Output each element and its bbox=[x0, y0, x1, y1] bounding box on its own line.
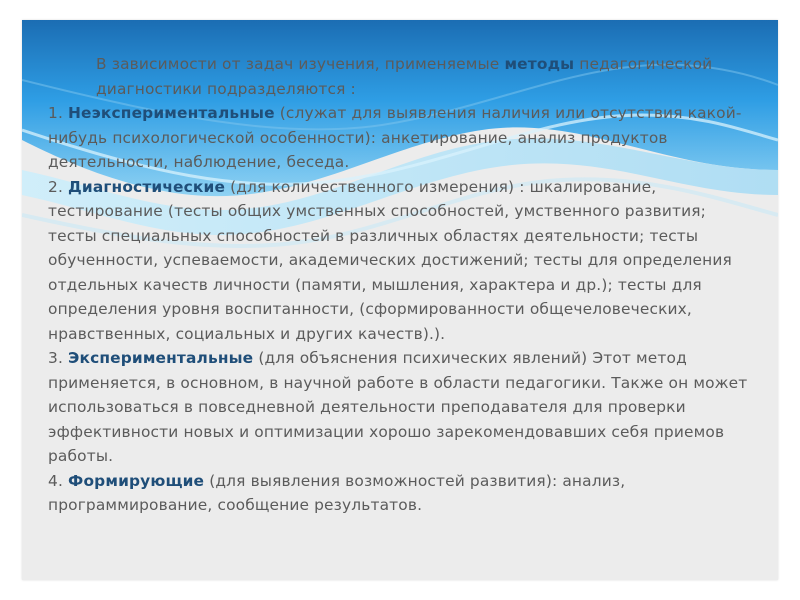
method-description: (для объяснения психических явлений) Этот метод применяется, в основном, в научной работе в области педагогики. Также он может использоваться в повседневной деятельности преподавателя для проверки эффективности новых и оптимизации хорошо зарекомендовавших себя приемов работы. bbox=[48, 349, 748, 465]
intro-paragraph bbox=[48, 52, 754, 101]
method-description: (для количественного измерения) : шкалирование, тестирование (тесты общих умственных способностей, умственного развития; тесты специальных способностей в различных областях деятельности; тесты обученности, успеваемости, академических достижений; тесты для определения отдельных качеств личности (памяти, мышления, характера и др.); тесты для определения уровня воспитанности, (сформированности общечеловеческих, нравственных, социальных и других качеств).). bbox=[48, 177, 732, 343]
method-term: Неэкспериментальные bbox=[68, 104, 275, 122]
method-item-4 bbox=[48, 469, 754, 518]
method-term: Формирующие bbox=[68, 471, 205, 490]
item-number: 3. bbox=[48, 349, 69, 367]
method-description: (служат для выявления наличия или отсутствия какой-нибудь психологической особенности): анкетирование, анализ продуктов деятельности, наблюдение, беседа. bbox=[48, 104, 742, 171]
item-number: 4. bbox=[48, 471, 69, 490]
method-item-2 bbox=[48, 175, 754, 347]
slide bbox=[22, 20, 778, 580]
intro-text: В зависимости от задач изучения, применяемые bbox=[96, 55, 505, 73]
method-term: Экспериментальные bbox=[68, 349, 254, 367]
item-number: 2. bbox=[48, 177, 69, 196]
method-item-1 bbox=[48, 101, 754, 175]
method-item-3 bbox=[48, 346, 754, 469]
intro-text-end: педагогической диагностики подразделяются : bbox=[96, 55, 713, 98]
method-term: Диагностические bbox=[68, 177, 226, 196]
item-number: 1. bbox=[48, 104, 69, 122]
methods-text bbox=[48, 52, 754, 518]
method-description: (для выявления возможностей развития): анализ, программирование, сообщение результатов. bbox=[48, 471, 626, 514]
intro-term: методы bbox=[504, 55, 575, 73]
